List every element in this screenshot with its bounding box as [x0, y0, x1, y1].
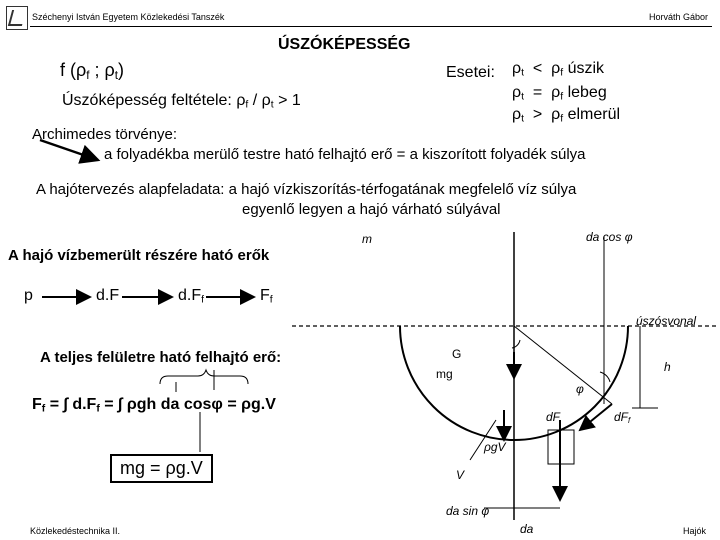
label-G: G [452, 347, 462, 361]
label-da: da [520, 522, 534, 536]
label-dFf: $dF_f$ [614, 410, 631, 425]
design-task-line1: A hajótervezés alapfeladata: a hajó vízkiszorítás-térfogatának megfelelő víz súlya [36, 181, 577, 198]
archimedes-arrow [40, 140, 98, 160]
label-dF: dF [546, 410, 561, 424]
label-h: h [664, 360, 671, 374]
label-da-cos: da cos φ [586, 230, 633, 244]
cases-label: Esetei: [446, 64, 495, 81]
label-rhogV: ρgV [484, 440, 506, 454]
dFf-arrow [580, 404, 612, 430]
label-da-sin: da sin φ [446, 504, 490, 518]
label-waterline: úszósvonal [636, 314, 697, 328]
function-expression: f ($\rho_f$ ; $\rho_t$) [60, 60, 124, 82]
footer-topic: Hajók [682, 526, 706, 536]
header-author: Horváth Gábor [648, 12, 708, 22]
force-dF: d.F [96, 287, 120, 304]
total-lift-title: A teljes felületre ható felhajtó erő: [40, 349, 282, 366]
design-task-line2: egyenlő legyen a hajó várható súlyával [242, 201, 501, 218]
case-row-hovers: $\rho_t = \rho_f$ lebeg [512, 84, 607, 103]
force-Ff: $F_f$ [260, 287, 273, 306]
phi-arc-center [512, 340, 520, 348]
archimedes-title: Archimedes törvénye: [32, 126, 178, 143]
force-p: p [24, 287, 33, 304]
page-title: ÚSZÓKÉPESSÉG [278, 36, 411, 53]
header-institution: Széchenyi István Egyetem Közlekedési Tanszék [32, 12, 225, 22]
case-row-sinks: $\rho_t > \rho_f$ elmerül [512, 106, 621, 125]
footer-course: Közlekedéstechnika II. [30, 526, 121, 536]
brace-left [160, 370, 248, 384]
phi-arc-upper [600, 372, 610, 382]
label-phi: φ [576, 382, 584, 396]
lift-formula: $F_f$ = ∫ $d.F_f$ = ∫ ρgh da cosφ = ρg.V [32, 396, 276, 415]
mg-equation-box: mg = ρg.V [110, 454, 213, 483]
forces-title: A hajó vízbemerült részére ható erők [8, 247, 270, 264]
force-dFf: $d.F_f$ [178, 287, 205, 306]
radius-line [514, 326, 612, 404]
archimedes-text: a folyadékba merülő testre ható felhajtó erő = a kiszorított folyadék súlya [104, 146, 586, 163]
hull-diagram [292, 232, 716, 520]
floating-condition: Úszóképesség feltétele: $\rho_f / \rho_t > 1$ [62, 92, 301, 111]
label-m: m [362, 232, 372, 246]
label-mg: mg [436, 367, 453, 381]
case-row-floats: $\rho_t < \rho_f$ úszik [512, 60, 605, 79]
label-V: V [456, 468, 465, 482]
